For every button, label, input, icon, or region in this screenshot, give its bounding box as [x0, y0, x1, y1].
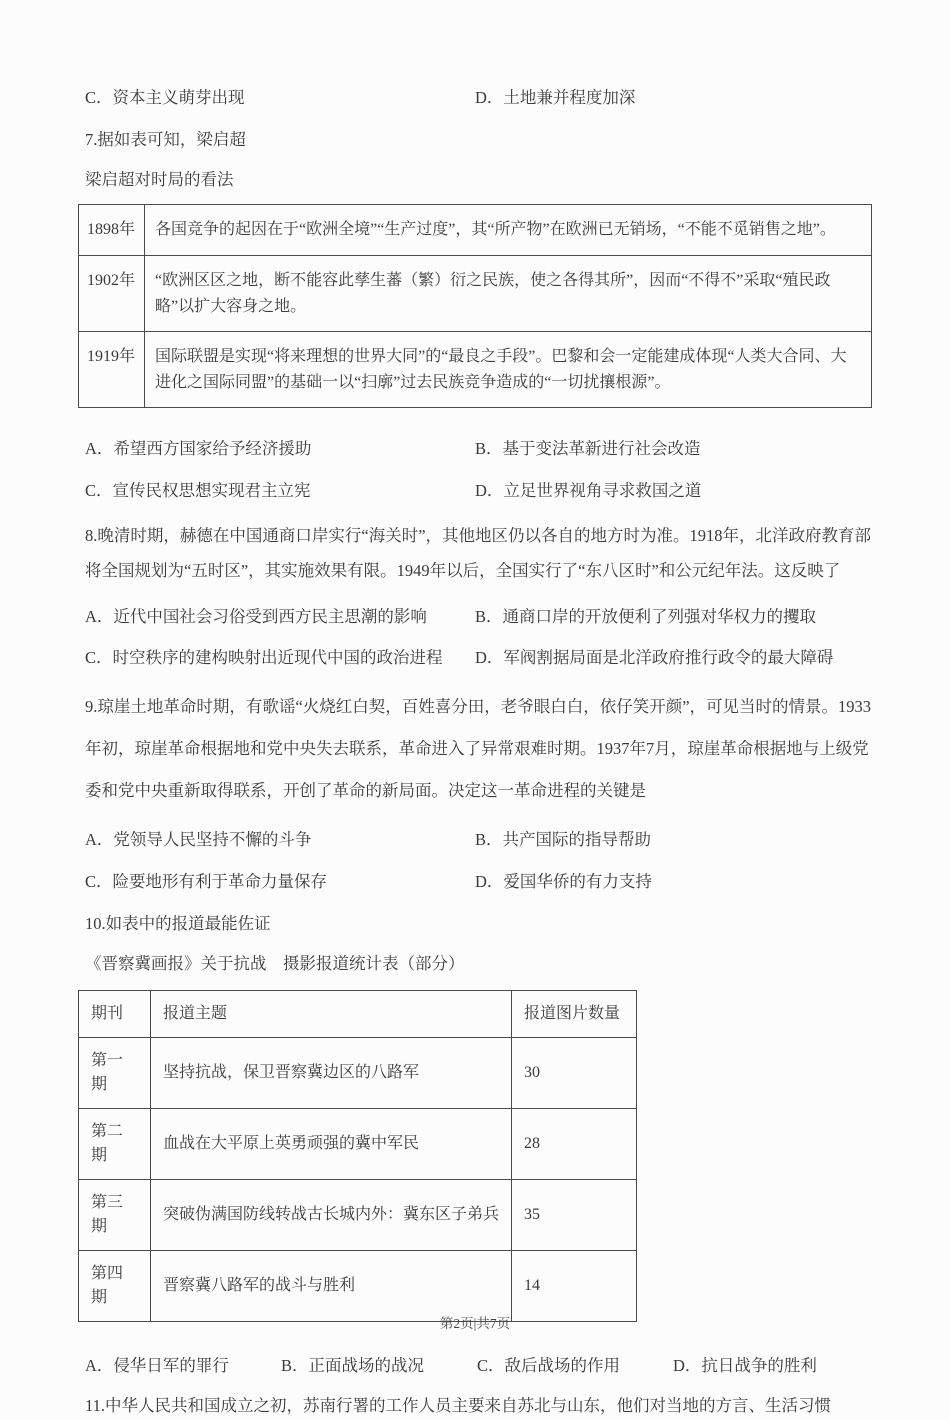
question10-stem: 10.如表中的报道最能佐证 [85, 914, 271, 934]
view-cell: “欧洲区区之地，断不能容此孳生蕃（繁）衍之民族，使之各得其所”，因而“不得不”采取“殖民政略”以扩大容身之地。 [145, 256, 872, 332]
q9-option-c: C．险要地形有利于革命力量保存 [85, 871, 328, 891]
header-count: 报道图片数量 [512, 991, 637, 1038]
q7-option-d: D．立足世界视角寻求救国之道 [475, 480, 702, 500]
view-cell: 国际联盟是实现“将来理想的世界大同”的“最良之手段”。巴黎和会一定能建成体现“人类大合同、大进化之国际同盟”的基础一以“扫廓”过去民族竞争造成的“一切扰攘根源”。 [145, 332, 872, 408]
topic-cell: 晋察冀八路军的战斗与胜利 [151, 1251, 512, 1322]
header-issue: 期刊 [79, 991, 151, 1038]
year-cell: 1898年 [79, 205, 145, 256]
table-header-row [79, 991, 637, 1038]
count-cell: 30 [512, 1038, 637, 1109]
table-row [79, 256, 872, 332]
question7-stem: 7.据如表可知，梁启超 [85, 130, 246, 150]
question7-options-row-1 [85, 436, 880, 462]
q7-option-c: C．宣传民权思想实现君主立宪 [85, 480, 311, 500]
question11-stem: 11.中华人民共和国成立之初，苏南行署的工作人员主要来自苏北与山东，他们对当地的方言、生活习惯 [85, 1396, 832, 1416]
question9-stem: 9.琼崖土地革命时期，有歌谣“火烧红白契，百姓喜分田，老爷眼白白，依仔笑开颜”，可见当时的情景。1933年初，琼崖革命根据地和党中央失去联系，革命进入了异常艰难时期。1937年7月，琼崖革命根据地与上级党委和党中央重新取得联系，开创了革命的新局面。决定这一革命进程的关键是 [85, 697, 872, 801]
question6-options-row [85, 85, 880, 111]
issue-cell: 第四期 [79, 1251, 151, 1322]
question9-options-row-2 [85, 869, 880, 895]
q9-option-d: D．爱国华侨的有力支持 [475, 871, 652, 891]
year-cell: 1919年 [79, 332, 145, 408]
issue-cell: 第一期 [79, 1038, 151, 1109]
question10-options-row [85, 1352, 880, 1376]
question7-table-caption: 梁启超对时局的看法 [85, 170, 234, 190]
q9-option-a: A．党领导人民坚持不懈的斗争 [85, 830, 312, 850]
issue-cell: 第二期 [79, 1109, 151, 1180]
table-row [79, 1109, 637, 1180]
q10-option-d: D．抗日战争的胜利 [673, 1356, 817, 1376]
table-row [79, 205, 872, 256]
question9-options-row-1 [85, 827, 880, 853]
header-topic: 报道主题 [151, 991, 512, 1038]
table-row [79, 332, 872, 408]
view-cell: 各国竞争的起因在于“欧洲全境”“生产过度”，其“所产物”在欧洲已无销场，“不能不觅销售之地”。 [145, 205, 872, 256]
topic-cell: 血战在大平原上英勇顽强的冀中军民 [151, 1109, 512, 1180]
q8-option-d: D．军阀割据局面是北洋政府推行政令的最大障碍 [475, 647, 834, 667]
q7-option-a: A．希望西方国家给予经济援助 [85, 439, 312, 459]
issue-cell: 第三期 [79, 1180, 151, 1251]
q8-option-a: A．近代中国社会习俗受到西方民主思潮的影响 [85, 606, 427, 626]
topic-cell: 突破伪满国防线转战古长城内外：冀东区子弟兵 [151, 1180, 512, 1251]
count-cell: 35 [512, 1180, 637, 1251]
question8-options-row-2 [85, 645, 880, 671]
table-row [79, 1038, 637, 1109]
q8-option-b: B．通商口岸的开放便利了列强对华权力的攫取 [475, 606, 817, 626]
question10-table-caption: 《晋察冀画报》关于抗战 摄影报道统计表（部分） [85, 954, 465, 974]
question8-options-row-1 [85, 604, 880, 630]
year-cell: 1902年 [79, 256, 145, 332]
liang-qichao-views-table [78, 204, 872, 408]
q10-option-c: C．敌后战场的作用 [477, 1356, 621, 1376]
question7-options-row-2 [85, 478, 880, 504]
q8-option-c: C．时空秩序的建构映射出近现代中国的政治进程 [85, 647, 443, 667]
q6-option-d: D．土地兼并程度加深 [475, 88, 636, 107]
q6-option-c: C．资本主义萌芽出现 [85, 88, 245, 107]
question8-stem: 8.晚清时期，赫德在中国通商口岸实行“海关时”，其他地区仍以各自的地方时为准。1918年，北洋政府教育部将全国规划为“五时区”，其实施效果有限。1949年以后，全国实行了“东八区时”和公元纪年法。这反映了 [85, 526, 872, 580]
q7-option-b: B．基于变法革新进行社会改造 [475, 439, 701, 459]
q9-option-b: B．共产国际的指导帮助 [475, 830, 652, 850]
jinchaji-pictorial-table [78, 990, 637, 1322]
q10-option-b: B．正面战场的战况 [281, 1356, 425, 1376]
table-row [79, 1180, 637, 1251]
q10-option-a: A．侵华日军的罪行 [85, 1356, 229, 1376]
count-cell: 28 [512, 1109, 637, 1180]
count-cell: 14 [512, 1251, 637, 1322]
topic-cell: 坚持抗战，保卫晋察冀边区的八路军 [151, 1038, 512, 1109]
page-footer: 第2页|共7页 [439, 1316, 511, 1331]
